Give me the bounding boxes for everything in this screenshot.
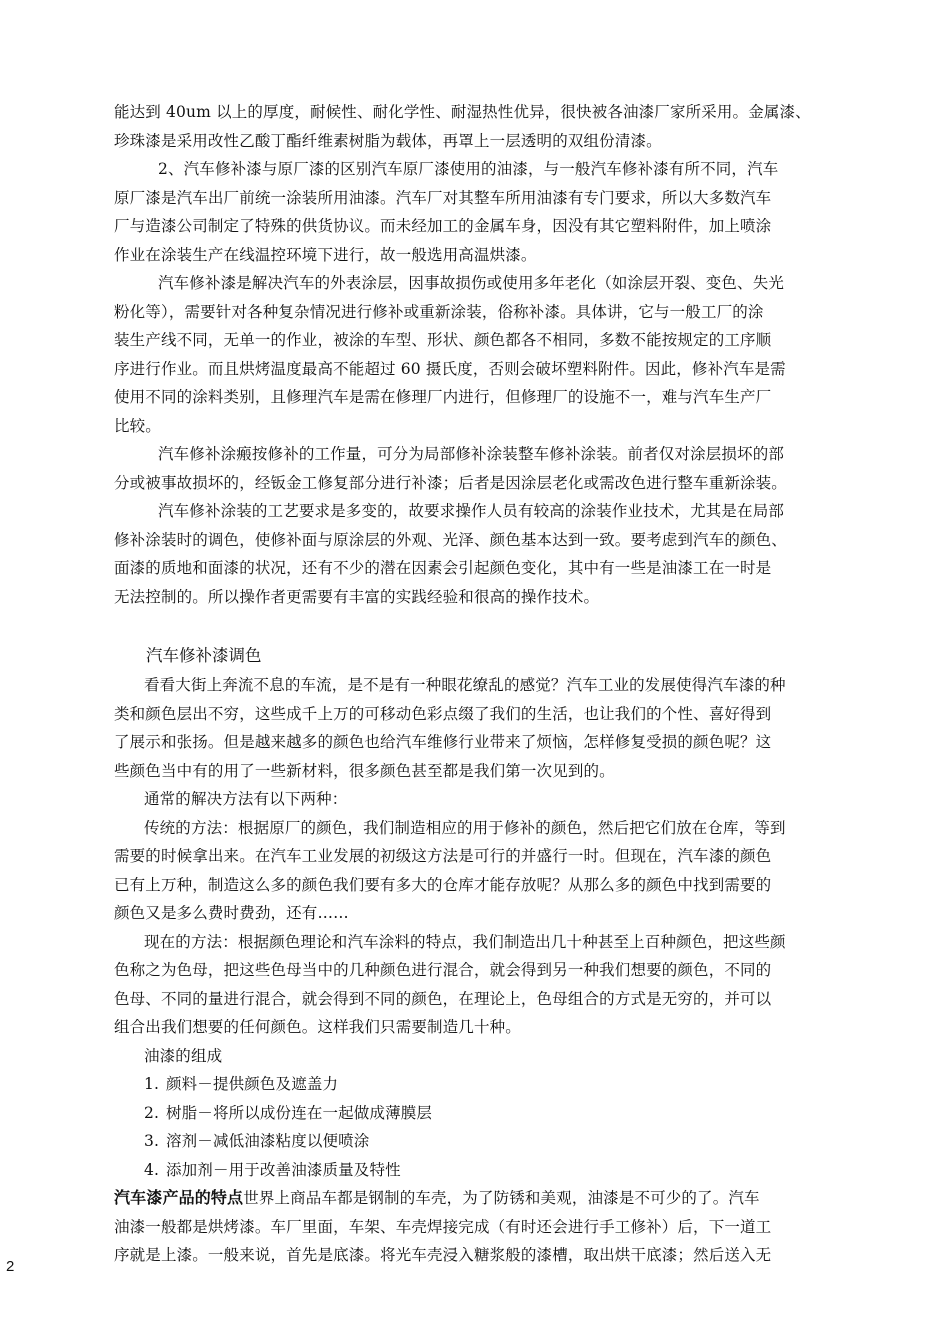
list-item — [114, 1127, 854, 1156]
text-line: 色母、不同的量进行混合，就会得到不同的颜色，在理论上，色母组合的方式是无穷的，并可以 — [114, 989, 772, 1008]
list-text: 溶剂－减低油漆粘度以便喷涂 — [166, 1132, 370, 1150]
paragraph — [114, 155, 854, 269]
text-line: 了展示和张扬。但是越来越多的颜色也给汽车维修行业带来了烦恼，怎样修复受损的颜色呢？这 — [114, 733, 772, 751]
paragraph — [114, 98, 854, 155]
text-line: 油漆一般都是烘烤漆。车厂里面，车架、车壳焊接完成（有时还会进行手工修补）后，下一道工 — [114, 1217, 772, 1236]
text-line: 使用不同的涂料类别，且修理汽车是需在修理厂内进行，但修理厂的设施不一，难与汽车生产厂 — [114, 388, 772, 406]
text-line: 颜色又是多么费时费劲，还有…… — [114, 904, 349, 922]
text-line: 现在的方法：根据颜色理论和汽车涂料的特点，我们制造出几十种甚至上百种颜色，把这些颜 — [144, 932, 786, 951]
text-line: 汽车修补漆是解决汽车的外表涂层，因事故损伤或使用多年老化（如涂层开裂、变色、失光 — [158, 274, 785, 292]
bold-lead-in: 汽车漆产品的特点 — [114, 1188, 244, 1207]
text-line: 序就是上漆。一般来说，首先是底漆。将光车壳浸入糖浆般的漆槽，取出烘干底漆；然后送入无 — [114, 1246, 772, 1264]
text-line: 看看大街上奔流不息的车流，是不是有一种眼花缭乱的感觉？汽车工业的发展使得汽车漆的种 — [144, 676, 786, 694]
list-number: 1. — [144, 1075, 160, 1093]
text-line: 能达到 40um 以上的厚度，耐候性、耐化学性、耐湿热性优异，很快被各油漆厂家所采用。金属漆、 — [114, 103, 811, 121]
numbered-list — [114, 1070, 854, 1184]
text-run: 世界上商品车都是钢制的车壳，为了防锈和美观，油漆是不可少的了。汽车 — [243, 1189, 760, 1207]
text-line: 装生产线不同，无单一的作业，被涂的车型、形状、颜色都各不相同，多数不能按规定的工序顺 — [114, 331, 772, 349]
text-line: 比较。 — [114, 416, 161, 435]
text-line: 珍珠漆是采用改性乙酸丁酯纤维素树脂为载体，再罩上一层透明的双组份清漆。 — [114, 131, 662, 150]
page-number: 2 — [6, 1258, 15, 1275]
list-item — [114, 1070, 854, 1099]
text-line: 分或被事故损坏的，经钣金工修复部分进行补漆；后者是因涂层老化或需改色进行整车重新涂装。 — [114, 473, 787, 492]
paragraph: 油漆的组成 — [144, 1046, 223, 1065]
paragraph — [114, 440, 854, 497]
text-line — [114, 1184, 854, 1213]
text-line: 面漆的质地和面漆的状况，还有不少的潜在因素会引起颜色变化，其中有一些是油漆工在一时是 — [114, 559, 772, 577]
text-line: 修补涂装时的调色，使修补面与原涂层的外观、光泽、颜色基本达到一致。要考虑到汽车的颜色、 — [114, 530, 787, 549]
text-line: 汽车修补涂瘢按修补的工作量，可分为局部修补涂装整车修补涂装。前者仅对涂层损坏的部 — [158, 445, 785, 463]
document-body — [114, 98, 854, 1270]
list-text: 添加剂－用于改善油漆质量及特性 — [166, 1160, 401, 1179]
list-item — [114, 1099, 854, 1128]
text-line: 厂与造漆公司制定了特殊的供货协议。而未经加工的金属车身，因没有其它塑料附件，加上喷涂 — [114, 217, 772, 235]
paragraph: 通常的解决方法有以下两种： — [144, 790, 348, 808]
list-text: 树脂－将所以成份连在一起做成薄膜层 — [166, 1103, 433, 1122]
list-number: 2. — [144, 1103, 160, 1122]
text-line: 原厂漆是汽车出厂前统一涂装所用油漆。汽车厂对其整车所用油漆有专门要求，所以大多数汽车 — [114, 188, 772, 207]
paragraph — [114, 1184, 854, 1270]
section-heading: 汽车修补漆调色 — [146, 646, 262, 665]
text-line: 粉化等），需要针对各种复杂情况进行修补或重新涂装，俗称补漆。具体讲，它与一般工厂的涂 — [114, 302, 764, 321]
list-text: 颜料－提供颜色及遮盖力 — [166, 1075, 339, 1093]
text-line: 序进行作业。而且烘烤温度最高不能超过 60 摄氏度，否则会破坏塑料附件。因此，修补汽车是需 — [114, 359, 786, 378]
text-line: 作业在涂装生产在线温控环境下进行，故一般选用高温烘漆。 — [114, 245, 537, 264]
text-line: 汽车修补涂装的工艺要求是多变的，故要求操作人员有较高的涂装作业技术，尤其是在局部 — [158, 502, 785, 520]
spacer — [114, 611, 854, 641]
paragraph — [114, 928, 854, 1042]
text-line: 2、汽车修补漆与原厂漆的区别汽车原厂漆使用的油漆，与一般汽车修补漆有所不同，汽车 — [158, 160, 779, 178]
text-line: 已有上万种，制造这么多的颜色我们要有多大的仓库才能存放呢？从那么多的颜色中找到需要的 — [114, 875, 772, 894]
text-line: 些颜色当中有的用了一些新材料，很多颜色甚至都是我们第一次见到的。 — [114, 761, 615, 780]
text-line: 需要的时候拿出来。在汽车工业发展的初级这方法是可行的并盛行一时。但现在，汽车漆的颜色 — [114, 847, 772, 865]
text-line: 类和颜色层出不穷，这些成千上万的可移动色彩点缀了我们的生活，也让我们的个性、喜好得到 — [114, 704, 772, 723]
text-line: 色称之为色母，把这些色母当中的几种颜色进行混合，就会得到另一种我们想要的颜色，不同的 — [114, 961, 772, 979]
list-number: 4. — [144, 1160, 160, 1179]
text-line: 组合出我们想要的任何颜色。这样我们只需要制造几十种。 — [114, 1018, 521, 1036]
text-line: 传统的方法：根据原厂的颜色，我们制造相应的用于修补的颜色，然后把它们放在仓库，等到 — [144, 818, 786, 837]
list-number: 3. — [144, 1132, 160, 1150]
paragraph — [114, 671, 854, 785]
text-line: 无法控制的。所以操作者更需要有丰富的实践经验和很高的操作技术。 — [114, 587, 600, 606]
paragraph — [114, 814, 854, 928]
paragraph — [114, 269, 854, 440]
list-item — [114, 1156, 854, 1185]
paragraph — [114, 497, 854, 611]
